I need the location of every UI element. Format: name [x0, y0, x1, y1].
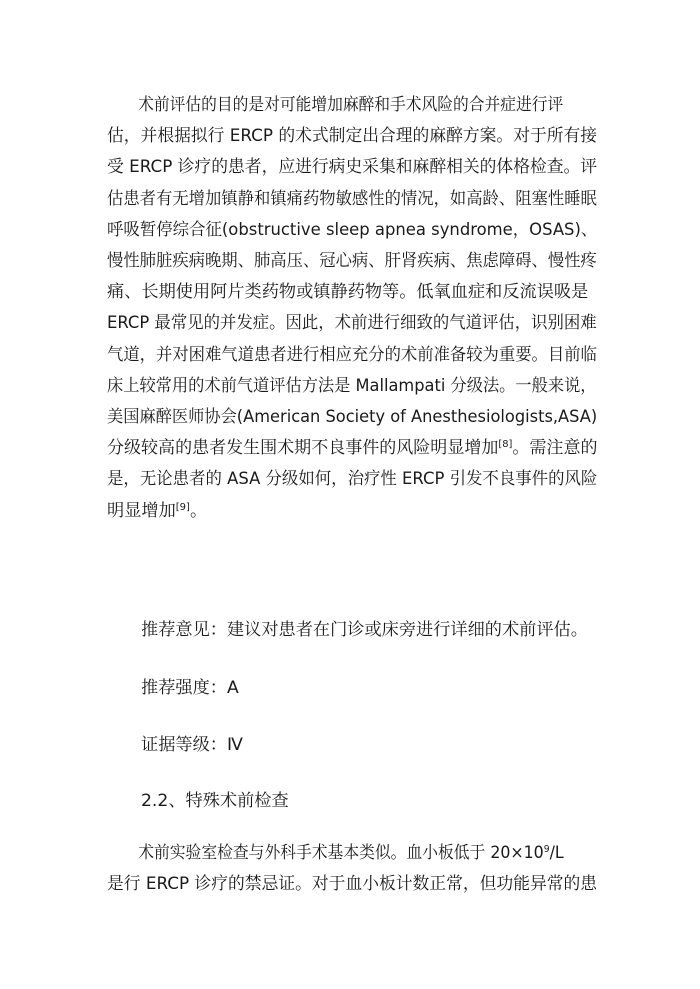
text-line: 痛、长期使用阿片类药物或镇静药物等。低氧血症和反流误吸是	[107, 282, 589, 303]
text-segment: /L	[549, 843, 564, 863]
text-segment: 术前实验室检查与外科手术基本类似。血小板低于 20×10	[138, 843, 544, 863]
exponent: 9	[543, 844, 550, 855]
citation-ref-9: [9]	[175, 501, 190, 513]
text-line-with-citation	[107, 433, 598, 464]
preoperative-assessment-paragraph	[107, 90, 597, 527]
section-heading: 2.2、特殊术前检查	[141, 791, 289, 811]
lab-exam-paragraph	[107, 838, 597, 900]
evidence-level: 证据等级：Ⅳ	[141, 735, 243, 755]
text-line: 估，并根据拟行 ERCP 的术式制定出合理的麻醉方案。对于所有接	[107, 126, 598, 147]
recommendation-strength: 推荐强度：A	[141, 678, 239, 698]
text-line: 床上较常用的术前气道评估方法是 Mallampati 分级法。一般来说，	[107, 375, 597, 396]
text-segment: 分级较高的患者发生围术期不良事件的风险明显增加	[107, 438, 499, 459]
text-line: 是行 ERCP 诊疗的禁忌证。对于血小板计数正常，但功能异常的患	[107, 874, 598, 895]
text-segment: 明显增加	[107, 500, 176, 521]
text-line: 受 ERCP 诊疗的患者，应进行病史采集和麻醉相关的体格检查。评	[107, 157, 598, 178]
text-segment: 。	[189, 500, 208, 521]
text-line: ERCP 最常见的并发症。因此，术前进行细致的气道评估，识别困难	[107, 313, 597, 334]
citation-ref-8: [8]	[498, 439, 513, 451]
text-line-with-exponent	[107, 838, 564, 869]
text-line: 呼吸暂停综合征(obstructive sleep apnea syndrome，OSAS)、	[107, 219, 598, 240]
text-line: 美国麻醉医师协会(American Society of Anesthesiologists,ASA)	[107, 407, 598, 428]
text-line: 是，无论患者的 ASA 分级如何，治疗性 ERCP 引发不良事件的风险	[107, 469, 598, 490]
text-line: 气道，并对困难气道患者进行相应充分的术前准备较为重要。目前临	[107, 344, 597, 365]
text-line: 术前评估的目的是对可能增加麻醉和手术风险的合并症进行评	[138, 95, 564, 115]
text-line: 慢性肺脏疾病晚期、肺高压、冠心病、肝肾疾病、焦虑障碍、慢性疼	[107, 251, 597, 272]
recommendation-text: 推荐意见：建议对患者在门诊或床旁进行详细的术前评估。	[141, 620, 588, 640]
text-line: 估患者有无增加镇静和镇痛药物敏感性的情况，如高龄、阻塞性睡眠	[107, 188, 597, 209]
text-segment: 。需注意的	[512, 438, 598, 459]
text-line-with-citation	[107, 496, 597, 527]
